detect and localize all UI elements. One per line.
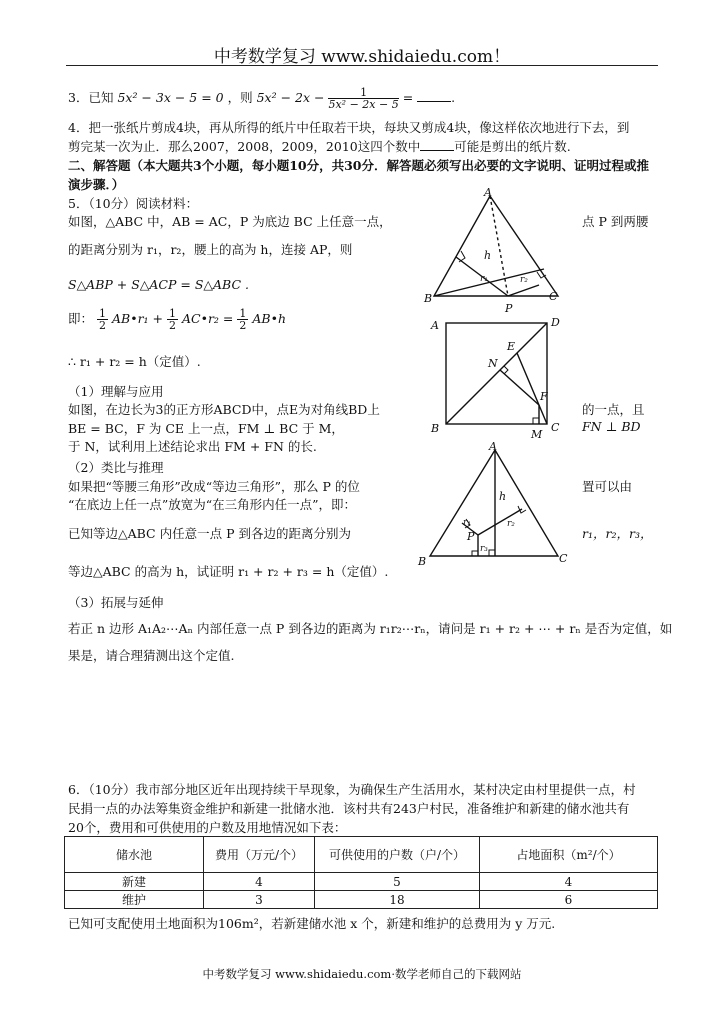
segment-fn <box>500 370 539 405</box>
label-a: A <box>489 440 497 453</box>
q5-term3: AB•h <box>252 311 286 326</box>
label-r2: r₂ <box>507 519 515 529</box>
table-cell: 维护 <box>65 891 204 909</box>
perp-r2 <box>508 285 539 296</box>
frac-den: 2 <box>169 319 176 332</box>
page-header: 中考数学复习 www.shidaiedu.com！ <box>213 47 511 67</box>
label-d: D <box>551 316 560 329</box>
diagonal-bd <box>446 323 547 424</box>
q4-line2-a: 剪完某一次为止．那么2007，2008，2009，2010这四个数中 <box>68 139 421 154</box>
q5-sub1-line2: BE = BC，F 为 CE 上一点，FM ⊥ BC 于 M， <box>68 421 344 436</box>
q5-sub1-line2-right: FN ⊥ BD <box>582 419 641 434</box>
table-cell: 3 <box>204 891 315 909</box>
q5-sub2-line3: 已知等边△ABC 内任意一点 P 到各边的距离分别为 <box>68 526 351 541</box>
label-h: h <box>499 490 507 503</box>
table-cell: 6 <box>480 891 658 909</box>
q4-line1: 4．把一张纸片剪成4块，再从所得的纸片中任取若干块，每块又剪成4块，像这样依次地进行下去，到 <box>68 120 630 135</box>
label-r1: r₁ <box>463 518 471 528</box>
q5-sub3-line1: 若正 n 边形 A₁A₂⋯Aₙ 内部任意一点 P 到各边的距离为 r₁r₂⋯rₙ，请问是 r₁ + r₂ + ⋯ + rₙ 是否为定值，如 <box>68 621 673 636</box>
label-r2: r₂ <box>520 275 528 285</box>
perp-r2 <box>478 509 522 535</box>
frac-den: 2 <box>99 319 106 332</box>
q3-prefix: 3．已知 <box>68 90 114 105</box>
q5-half-equation <box>68 308 286 331</box>
q6-line1: 6．（10分）我市部分地区近年出现持续干旱现象，为确保生产生活用水，某村决定由村里提供一点，村 <box>68 782 636 797</box>
figure-isosceles-triangle <box>420 186 570 316</box>
frac-num: 1 <box>239 307 247 320</box>
q3-equation: 5x² − 3x − 5 = 0 <box>117 90 224 105</box>
label-p: P <box>505 302 513 315</box>
question-3 <box>68 87 455 110</box>
q3-equals: = <box>402 90 414 105</box>
figure-equilateral-triangle <box>415 438 575 568</box>
table-cell: 新建 <box>65 873 204 891</box>
table-header: 可供使用的户数（户/个） <box>315 837 480 873</box>
right-angle-mark <box>489 550 495 556</box>
q3-numerator: 1 <box>328 87 398 99</box>
label-b: B <box>431 422 440 435</box>
label-r3: r₃ <box>480 544 488 554</box>
q3-fraction <box>328 87 398 110</box>
label-a: A <box>431 319 439 332</box>
q4-line2 <box>68 137 571 155</box>
table-header-row <box>65 837 658 873</box>
label-c: C <box>551 421 560 434</box>
q5-sub2-title: （2）类比与推理 <box>68 460 164 475</box>
q5-half-1 <box>97 308 108 331</box>
q5-sub2-line4: 等边△ABC 的高为 h，试证明 r₁ + r₂ + r₃ = h（定值）. <box>68 564 389 579</box>
figure-square <box>424 312 574 442</box>
q5-term2: AC•r₂ = <box>181 311 234 326</box>
label-m: M <box>531 428 543 441</box>
frac-num: 1 <box>169 307 176 320</box>
table-cell: 5 <box>315 873 480 891</box>
table-header: 费用（万元/个） <box>204 837 315 873</box>
label-a: A <box>484 186 492 199</box>
label-b: B <box>418 555 427 568</box>
label-h: h <box>484 249 492 262</box>
q5-line2: 的距离分别为 r₁，r₂，腰上的高为 h，连接 AP，则 <box>68 242 353 257</box>
table-header: 储水池 <box>65 837 204 873</box>
q5-line1: 如图，△ABC 中，AB = AC，P 为底边 BC 上任意一点， <box>68 214 392 229</box>
q5-title: 5．（10分）阅读材料： <box>68 196 199 211</box>
right-angle-mark <box>504 366 508 374</box>
label-n: N <box>488 357 498 370</box>
label-c: C <box>559 552 568 565</box>
q5-term1: AB•r₁ + <box>111 311 164 326</box>
frac-num: 1 <box>99 307 106 320</box>
triangle-abc <box>430 450 558 556</box>
q6-line3: 20个，费用和可供使用的户数及用地情况如下表： <box>68 820 347 835</box>
section2-line1: 二、解答题（本大题共3个小题，每小题10分，共30分．解答题必须写出必要的文字说明、证明过程或推 <box>68 158 649 173</box>
header-rule <box>66 65 658 66</box>
q3-end: . <box>451 90 456 105</box>
q5-sub1-line1-right: 的一点，且 <box>582 402 645 417</box>
q6-line2: 民捐一点的办法筹集资金维护和新建一批储水池．该村共有243户村民，准备维护和新建的储水池共有 <box>68 801 630 816</box>
label-r1: r₁ <box>480 274 488 284</box>
table-row <box>65 891 658 909</box>
q4-line2-b: 可能是剪出的纸片数. <box>454 139 571 154</box>
storage-pool-table <box>64 836 658 909</box>
q5-sub3-line2: 果是，请合理猜测出这个定值. <box>68 648 235 663</box>
table-header: 占地面积（m²/个） <box>480 837 658 873</box>
label-b: B <box>424 292 433 305</box>
frac-den: 2 <box>239 319 247 332</box>
table-row <box>65 873 658 891</box>
q5-sub1-line3: 于 N，试利用上述结论求出 FM + FN 的长. <box>68 439 317 454</box>
q3-denominator: 5x² − 2x − 5 <box>328 98 399 111</box>
q3-lhs: 5x² − 2x − <box>256 90 325 105</box>
q5-half-prefix: 即： <box>68 311 94 326</box>
q5-conclusion: ∴ r₁ + r₂ = h（定值）. <box>68 354 201 369</box>
right-angle-mark <box>533 418 539 424</box>
q5-area-equation: S△ABP + S△ACP = S△ABC . <box>68 277 249 292</box>
q5-sub2-line1-right: 置可以由 <box>582 479 633 494</box>
q5-sub1-line1: 如图，在边长为3的正方形ABCD中，点E为对角线BD上 <box>68 402 380 417</box>
page-footer: 中考数学复习 www.shidaiedu.com·数学老师自己的下载网站 <box>202 967 522 981</box>
q5-line1-right: 点 P 到两腰 <box>582 214 649 229</box>
label-e: E <box>507 340 516 353</box>
q6-line4: 已知可支配使用土地面积为106m²，若新建储水池 x 个，新建和维护的总费用为 y 万元. <box>68 916 556 931</box>
label-c: C <box>549 290 558 303</box>
table-cell: 4 <box>204 873 315 891</box>
right-angle-mark <box>472 551 478 556</box>
q3-mid: ，则 <box>227 90 253 105</box>
q5-sub2-line2: “在底边上任一点”放宽为“在三角形内任一点”，即： <box>68 497 357 512</box>
q4-answer-blank <box>420 140 454 151</box>
label-p: P <box>467 530 475 543</box>
q5-sub1-title: （1）理解与应用 <box>68 384 164 399</box>
q3-answer-blank <box>417 91 451 102</box>
q5-half-3 <box>237 308 248 331</box>
table-cell: 4 <box>480 873 658 891</box>
q5-half-2 <box>167 308 178 331</box>
label-f: F <box>540 390 548 403</box>
section2-line2: 演步骤．） <box>68 177 125 192</box>
q5-sub2-line3-right: r₁，r₂，r₃， <box>582 526 653 541</box>
q5-sub3-title: （3）拓展与延伸 <box>68 595 164 610</box>
table-cell: 18 <box>315 891 480 909</box>
q5-sub2-line1: 如果把“等腰三角形”改成“等边三角形”，那么 P 的位 <box>68 479 360 494</box>
